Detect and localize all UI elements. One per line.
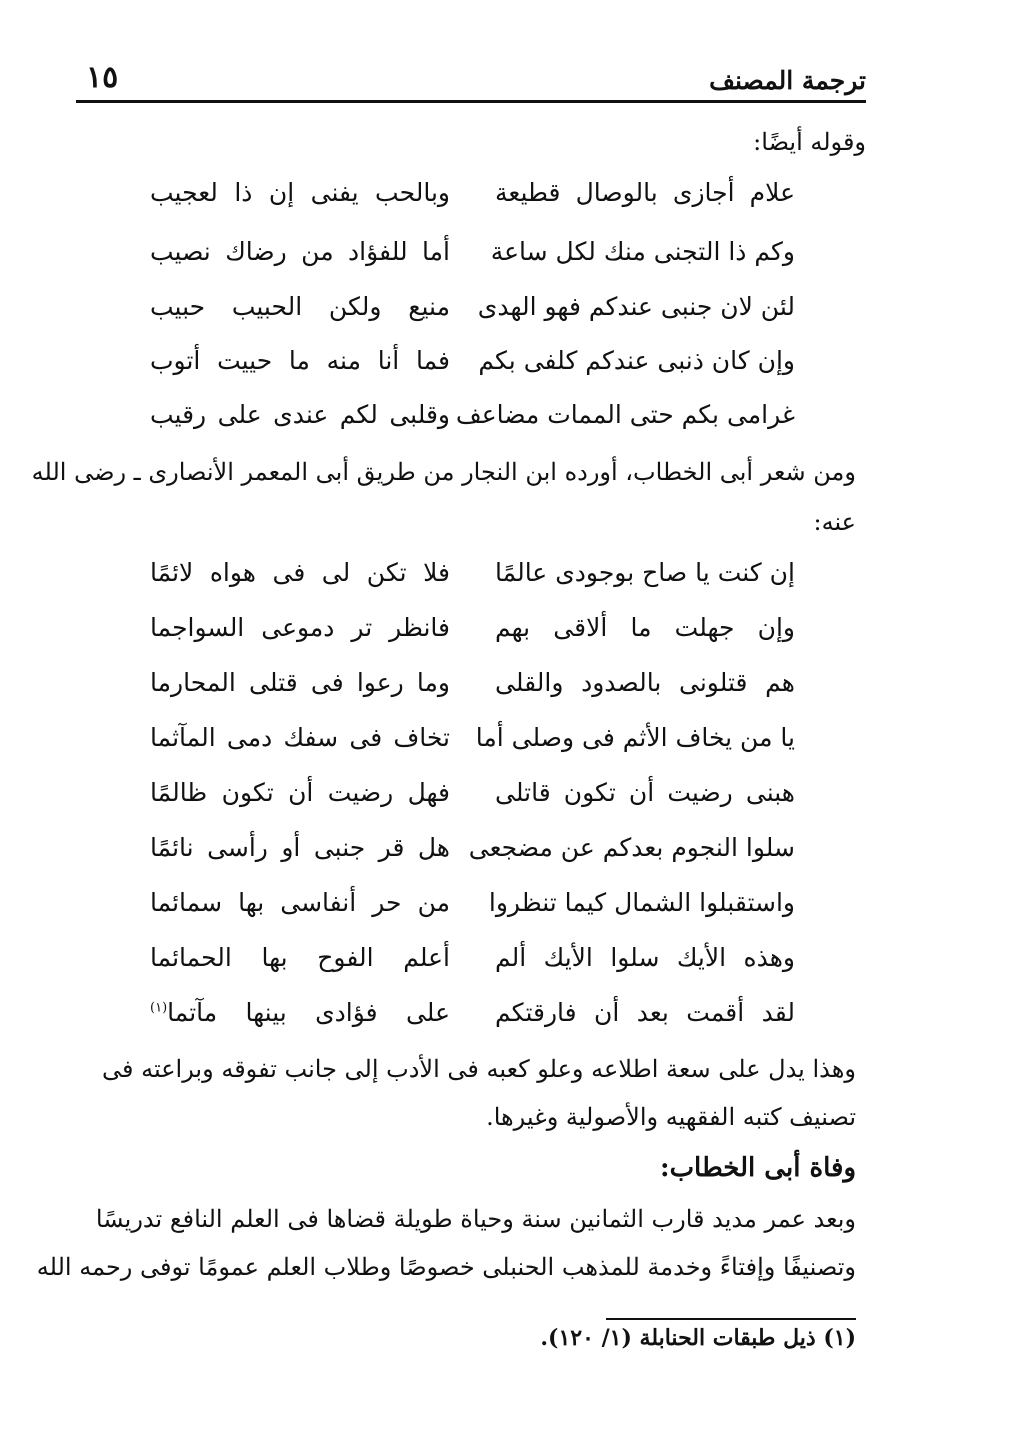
paragraph-line: وتصنيفًا وإفتاءً وخدمة للمذهب الحنبلى خصوصًا وطلاب العلم عمومًا توفى رحمه الله	[36, 1253, 856, 1281]
paragraph-line: ومن شعر أبى الخطاب، أورده ابن النجار من طريق أبى المعمر الأنصارى ـ رضى الله	[31, 458, 856, 486]
verse-first-hemistich: هبنى رضيت أن تكون قاتلى	[495, 778, 795, 807]
verse-first-hemistich: وهذه الأيك سلوا الأيك ألم	[495, 943, 795, 972]
verse-first-hemistich: لقد أقمت بعد أن فارقتكم	[495, 998, 795, 1027]
verse-second-hemistich: تخاف فى سفك دمى المآثما	[150, 723, 450, 752]
verse-first-hemistich: وإن جهلت ما ألاقى بهم	[495, 613, 795, 642]
verse-second-hemistich: وما رعوا فى قتلى المحارما	[150, 668, 450, 697]
paragraph-line: وهذا يدل على سعة اطلاعه وعلو كعبه فى الأدب إلى جانب تفوقه وبراعته فى	[101, 1055, 856, 1083]
poem2-verse	[130, 888, 795, 932]
paragraph-line: عنه:	[813, 508, 856, 536]
verse-second-hemistich	[150, 998, 450, 1027]
verse-second-hemistich: أما للفؤاد من رضاك نصيب	[150, 237, 450, 266]
footnote: (١) ذيل طبقات الحنابلة (١/ ١٢٠).	[540, 1325, 856, 1351]
poem2-verse	[130, 778, 795, 822]
verse-second-hemistich: وقلبى لكم عندى على رقيب	[150, 400, 450, 429]
verse-first-hemistich: إن كنت يا صاح بوجودى عالمًا	[495, 558, 795, 587]
verse-first-hemistich: يا من يخاف الأثم فى وصلى أما	[475, 723, 795, 752]
verse-first-hemistich: وكم ذا التجنى منك لكل ساعة	[490, 237, 795, 266]
verse-first-hemistich: سلوا النجوم بعدكم عن مضجعى	[468, 833, 795, 862]
verse-second-hemistich: فانظر تر دموعى السواجما	[150, 613, 450, 642]
poem2-verse	[130, 998, 795, 1042]
poem1-verse	[130, 292, 795, 336]
running-header-title: ترجمة المصنف	[709, 66, 866, 95]
verse-second-hemistich: وبالحب يفنى إن ذا لعجيب	[150, 178, 450, 207]
paragraph-line: وبعد عمر مديد قارب الثمانين سنة وحياة طويلة قضاها فى العلم النافع تدريسًا	[95, 1205, 856, 1233]
paragraph-line: تصنيف كتبه الفقهيه والأصولية وغيرها.	[486, 1103, 856, 1131]
poem2-verse	[130, 558, 795, 602]
verse-first-hemistich: واستقبلوا الشمال كيما تنظروا	[488, 888, 795, 917]
intro-line: وقوله أيضًا:	[753, 128, 866, 156]
verse-second-hemistich-text: على فؤادى بينها مآتما	[167, 998, 450, 1027]
poem2-verse	[130, 833, 795, 877]
verse-first-hemistich: وإن كان ذنبى عندكم كلفى بكم	[478, 346, 795, 375]
verse-second-hemistich: فهل رضيت أن تكون ظالمًا	[150, 778, 450, 807]
header-rule	[76, 100, 866, 103]
poem2-verse	[130, 943, 795, 987]
verse-first-hemistich: غرامى بكم حتى الممات مضاعف	[455, 400, 795, 429]
verse-second-hemistich: منيع ولكن الحبيب حبيب	[150, 292, 450, 321]
verse-first-hemistich: لئن لان جنبى عندكم فهو الهدى	[477, 292, 795, 321]
footnote-marker: (١)	[150, 1000, 168, 1016]
verse-first-hemistich: علام أجازى بالوصال قطيعة	[495, 178, 795, 207]
verse-second-hemistich: أعلم الفوح بها الحمائما	[150, 943, 450, 972]
poem2-verse	[130, 668, 795, 712]
verse-second-hemistich: من حر أنفاسى بها سمائما	[150, 888, 450, 917]
running-header	[76, 52, 866, 102]
verse-second-hemistich: فلا تكن لى فى هواه لائمًا	[150, 558, 450, 587]
verse-second-hemistich: هل قر جنبى أو رأسى نائمًا	[150, 833, 450, 862]
poem2-verse	[130, 613, 795, 657]
poem2-verse	[130, 723, 795, 767]
page-number: ١٥	[86, 60, 119, 95]
poem1-verse	[130, 178, 795, 222]
verse-second-hemistich: فما أنا منه ما حييت أتوب	[150, 346, 450, 375]
poem1-verse	[130, 400, 795, 444]
poem1-verse	[130, 346, 795, 390]
section-heading: وفاة أبى الخطاب:	[659, 1153, 856, 1183]
verse-first-hemistich: هم قتلونى بالصدود والقلى	[495, 668, 795, 697]
footnote-rule	[606, 1318, 856, 1320]
poem1-verse	[130, 237, 795, 281]
